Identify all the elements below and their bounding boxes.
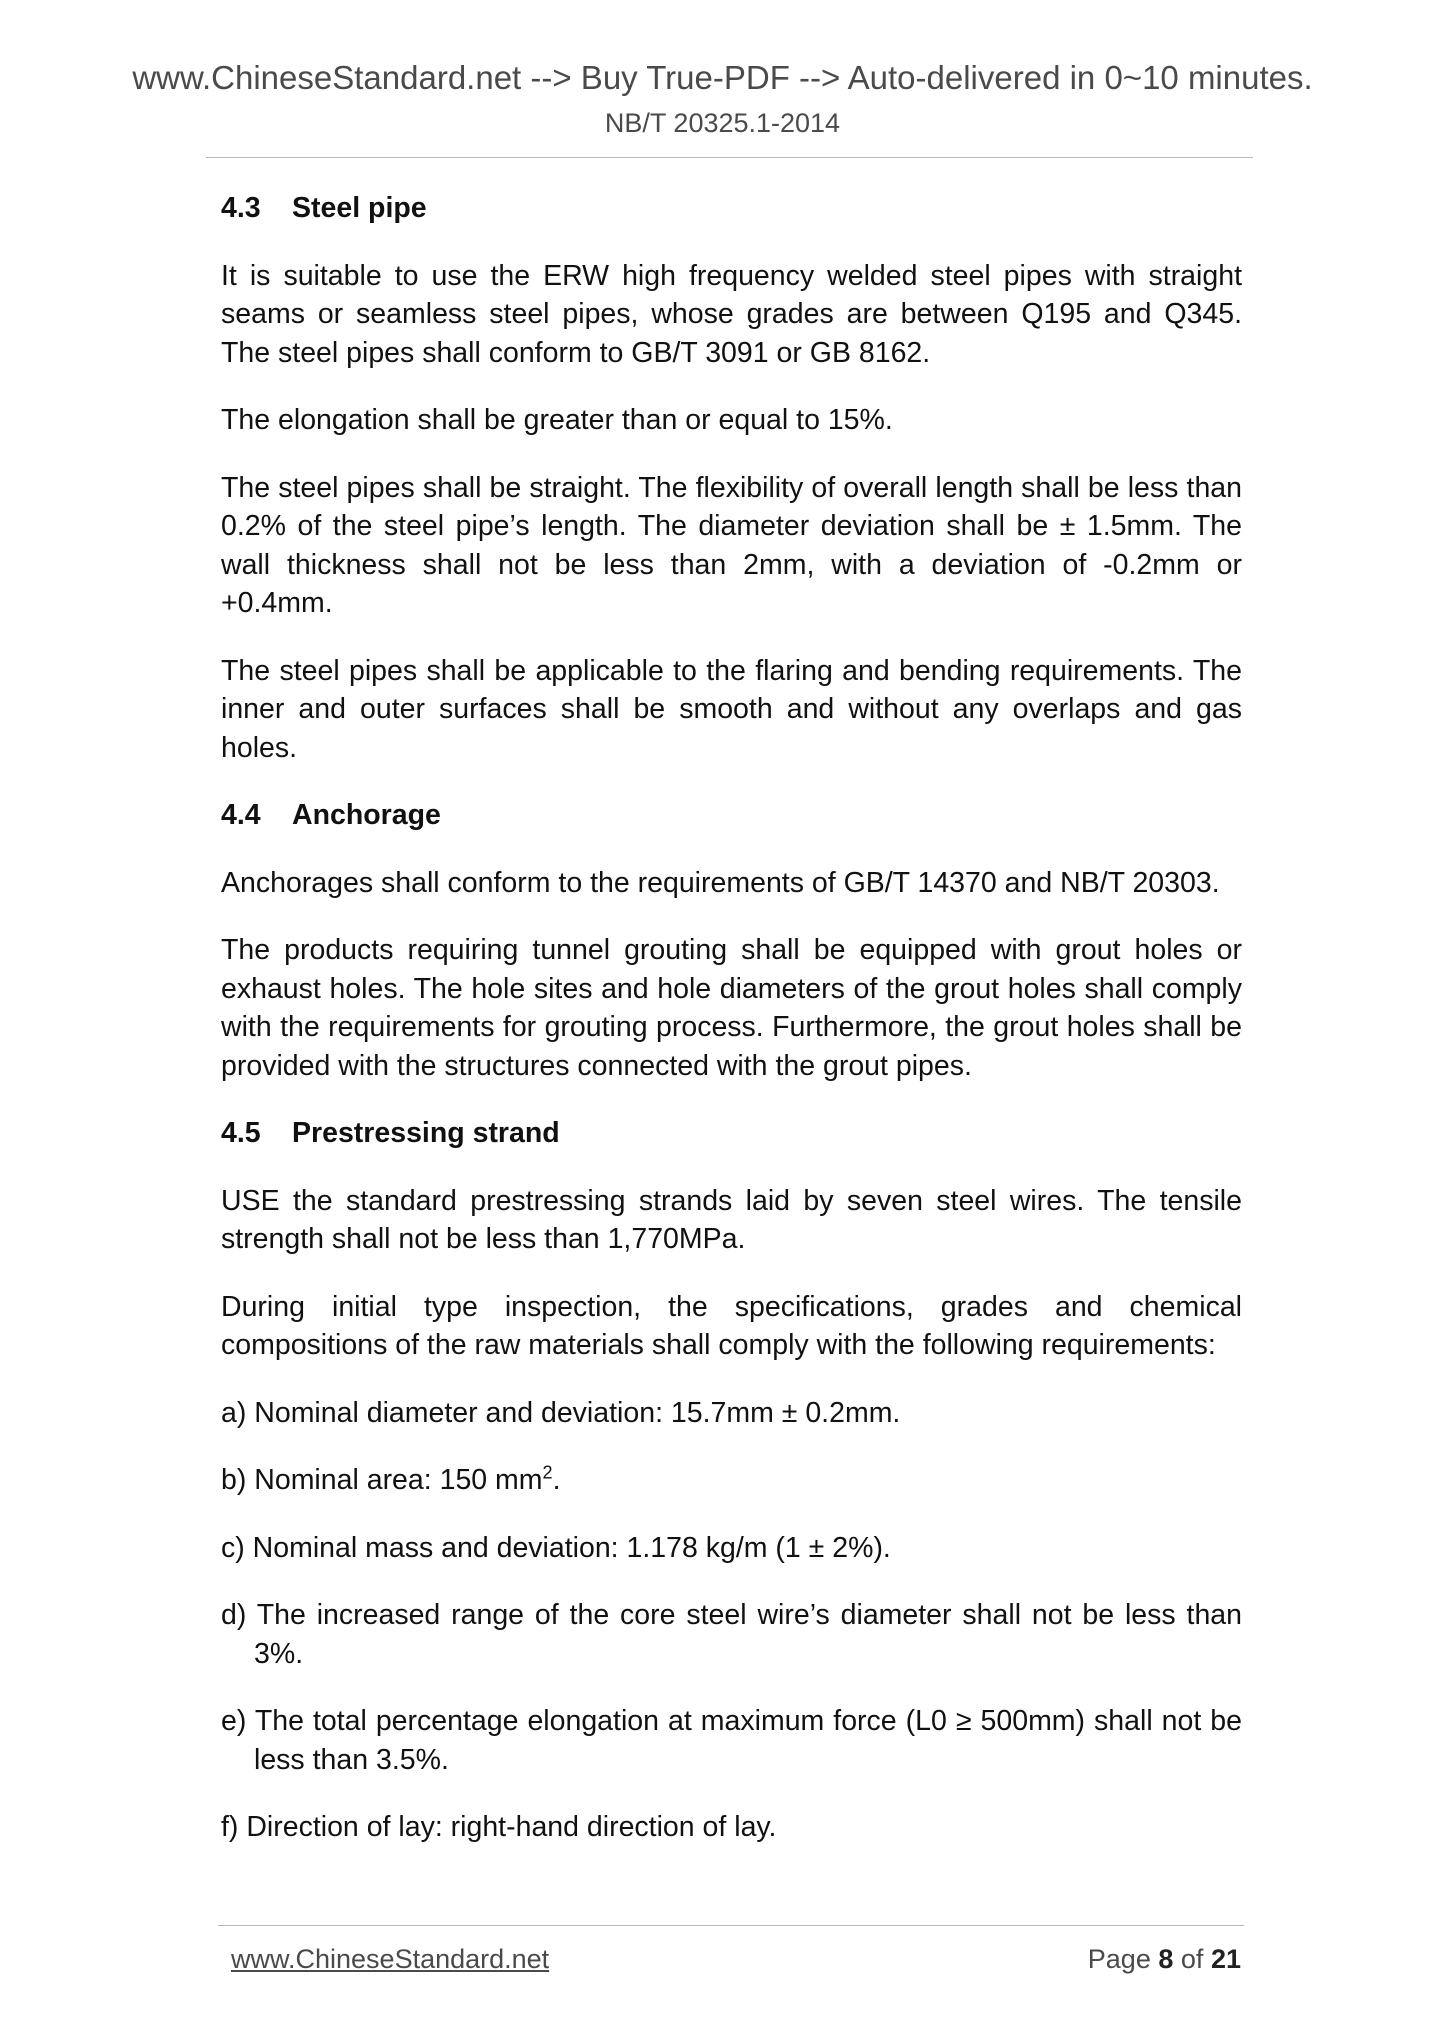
list-item-c: c) Nominal mass and deviation: 1.178 kg/m (1 ± 2%). [221,1531,891,1564]
page-number: 8 [1158,1944,1174,1974]
header-divider [206,157,1253,158]
of-label: of [1180,1944,1204,1974]
paragraph: The steel pipes shall be straight. The flexibility of overall length shall be less than 0.2% of the steel pipe’s length. The diameter deviation shall be ± 1.5mm. The wall thickness shall not be less than 2mm, with a deviation of -0.2mm or +0.4mm. [221,471,1242,619]
paragraph: Anchorages shall conform to the requirements of GB/T 14370 and NB/T 20303. [221,866,1220,899]
section-title: Anchorage [292,799,441,831]
page-content [221,189,1242,1876]
list-item-d: d) The increased range of the core steel wire’s diameter shall not be less than 3%. [221,1599,1242,1670]
footer-link[interactable]: www.ChineseStandard.net [231,1944,550,1974]
list-item-a: a) Nominal diameter and deviation: 15.7mm ± 0.2mm. [221,1396,901,1429]
section-title: Prestressing strand [292,1117,560,1149]
list-item-b [221,1461,1242,1500]
footer-divider [218,1925,1244,1926]
superscript: 2 [542,1462,553,1483]
paragraph: The steel pipes shall be applicable to the flaring and bending requirements. The inner and outer surfaces shall be smooth and without any overlaps and gas holes. [221,654,1242,764]
paragraph: It is suitable to use the ERW high frequency welded steel pipes with straight seams or seamless steel pipes, whose grades are between Q195 and Q345. The steel pipes shall conform to GB/T 3091 or GB 8162. [221,259,1242,369]
section-title: Steel pipe [292,192,427,224]
list-item-b-end: . [552,1464,561,1496]
section-heading-4-4 [221,796,1242,835]
section-number: 4.5 [221,1117,261,1149]
list-item-b-text: b) Nominal area: 150 mm [221,1464,543,1496]
paragraph: During initial type inspection, the specifications, grades and chemical compositions of the raw materials shall comply with the following requirements: [221,1290,1242,1361]
section-heading-4-5 [221,1114,1242,1153]
paragraph: The products requiring tunnel grouting shall be equipped with grout holes or exhaust holes. The hole sites and hole diameters of the grout holes shall comply with the requirements for grouting process. Furthermore, the grout holes shall be provided with the structures connected with the grout pipes. [221,934,1242,1082]
header-banner: www.ChineseStandard.net --> Buy True-PDF --> Auto-delivered in 0~10 minutes. [132,59,1313,96]
section-number: 4.3 [221,192,261,224]
document-id: NB/T 20325.1-2014 [604,108,841,138]
paragraph: USE the standard prestressing strands laid by seven steel wires. The tensile strength shall not be less than 1,770MPa. [221,1184,1242,1255]
section-number: 4.4 [221,799,261,831]
list-item-f: f) Direction of lay: right-hand direction of lay. [221,1811,777,1843]
page-indicator [1088,1942,1241,1976]
list-item-e: e) The total percentage elongation at maximum force (L0 ≥ 500mm) shall not be less than 3.5%. [221,1705,1242,1776]
paragraph: The elongation shall be greater than or equal to 15%. [221,404,893,436]
section-heading-4-3 [221,189,1242,228]
page-total: 21 [1210,1944,1241,1974]
page-label: Page [1087,1944,1151,1974]
